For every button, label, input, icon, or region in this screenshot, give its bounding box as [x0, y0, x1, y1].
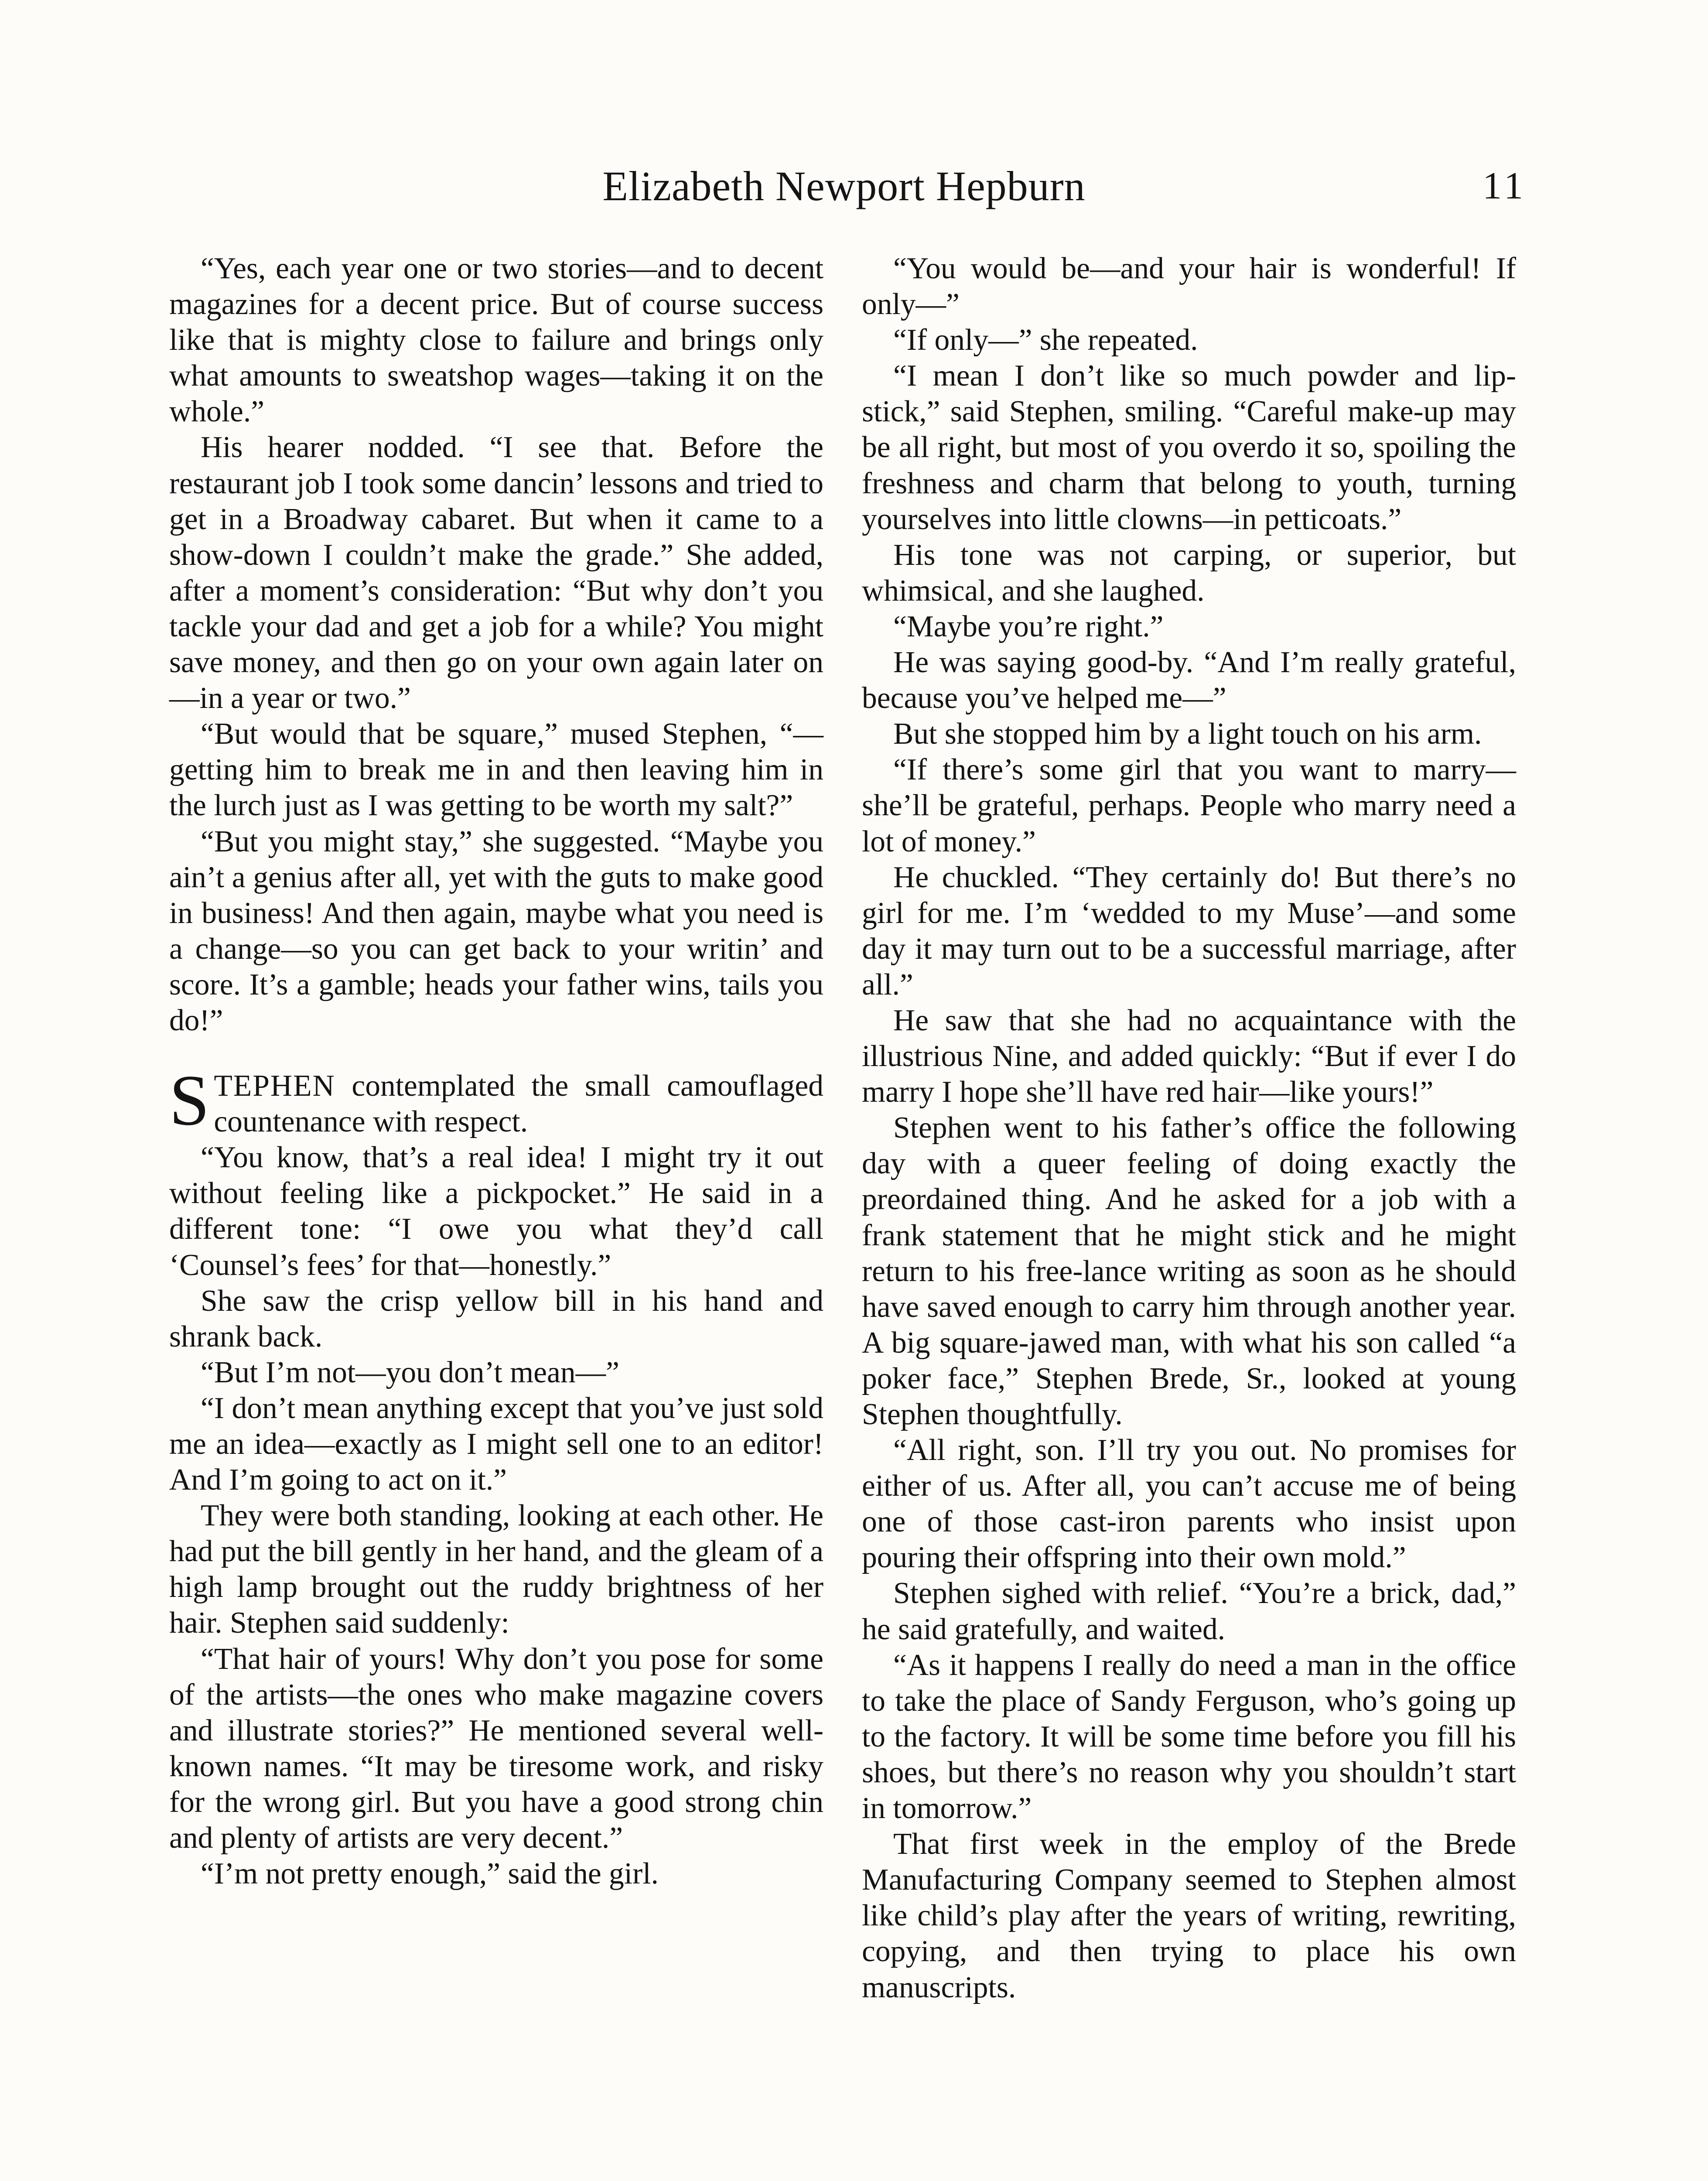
paragraph: That first week in the employ of the Brede Manufacturing Company seemed to Stephen almost like child’s play after the years of writing, rewriting, copying, and then trying to place his own manuscripts.	[862, 1827, 1516, 2004]
paragraph: “As it happens I really do need a man in the office to take the place of Sandy Ferguson, who’s going up to the factory. It will be some time before you fill his shoes, but there’s no reason why you shouldn’t start in tomorrow.”	[862, 1648, 1516, 1825]
page-header	[161, 162, 1527, 210]
drop-cap: S	[169, 1060, 210, 1141]
paragraph: “Yes, each year one or two stories—and to decent magazines for a decent price. But of course success like that is mighty close to failure and brings only what amounts to sweatshop wages—taking it on the whole.”	[169, 252, 823, 429]
paragraph: He was saying good-by. “And I’m really grateful, because you’ve helped me—”	[862, 646, 1516, 715]
right-column	[862, 251, 1516, 2006]
small-caps-word: TEPHEN	[214, 1069, 335, 1103]
section-opening-paragraph	[169, 1060, 823, 1141]
paragraph: “I mean I don’t like so much powder and lip-stick,” said Stephen, smiling. “Careful make-up may be all right, but most of you overdo it so, spoiling the freshness and charm that belong to youth, turning yourselves into little clowns—in petticoats.”	[862, 359, 1516, 536]
paragraph: Stephen went to his father’s office the following day with a queer feeling of doing exactly the preordained thing. And he asked for a job with a frank statement that he might stick and he might return to his free-lance writing as soon as he should have saved enough to carry him through another year. A big square-jawed man, with what his son called “a poker face,” Stephen Brede, Sr., looked at young Stephen thoughtfully.	[862, 1111, 1516, 1431]
paragraph: “But would that be square,” mused Stephen, “—getting him to break me in and then leaving him in the lurch just as I was getting to be worth my salt?”	[169, 717, 823, 823]
page-number: 11	[1483, 165, 1527, 207]
paragraph: “All right, son. I’ll try you out. No promises for either of us. After all, you can’t accuse me of being one of those cast-iron parents who insist upon pouring their offspring into their own mold.”	[862, 1433, 1516, 1575]
paragraph: “But I’m not—you don’t mean—”	[201, 1355, 619, 1389]
left-column	[169, 251, 823, 1892]
running-title: Elizabeth Newport Hepburn	[602, 163, 1086, 209]
paragraph: Stephen sighed with relief. “You’re a brick, dad,” he said gratefully, and waited.	[862, 1576, 1516, 1646]
paragraph: “You would be—and your hair is wonderful! If only—”	[862, 252, 1516, 321]
paragraph: “I don’t mean anything except that you’ve just sold me an idea—exactly as I might sell one to an editor! And I’m going to act on it.”	[169, 1391, 823, 1497]
paragraph: “You know, that’s a real idea! I might try it out without feeling like a pickpocket.” He said in a different tone: “I owe you what they’d call ‘Counsel’s fees’ for that—honestly.”	[169, 1141, 823, 1282]
section-opening-text: contemplated the small camouflaged countenance with respect.	[214, 1069, 823, 1139]
paragraph: “I’m not pretty enough,” said the girl.	[201, 1857, 659, 1891]
paragraph: “But you might stay,” she suggested. “Maybe you ain’t a genius after all, yet with the guts to make good in business! And then again, maybe what you need is a change—so you can get back to your writin’ and score. It’s a gamble; heads your father wins, tails you do!”	[169, 824, 823, 1037]
paragraph: She saw the crisp yellow bill in his hand and shrank back.	[169, 1284, 823, 1354]
paragraph: “If there’s some girl that you want to marry—she’ll be grateful, perhaps. People who marry need a lot of money.”	[862, 753, 1516, 858]
paragraph: He chuckled. “They certainly do! But there’s no girl for me. I’m ‘wedded to my Muse’—and some day it may turn out to be a successful marriage, after all.”	[862, 860, 1516, 1002]
paragraph: “That hair of yours! Why don’t you pose for some of the artists—the ones who make magazine covers and illustrate stories?” He mentioned several well-known names. “It may be tiresome work, and risky for the wrong girl. But you have a good strong chin and plenty of artists are very decent.”	[169, 1642, 823, 1855]
paragraph: His tone was not carping, or superior, but whimsical, and she laughed.	[862, 538, 1516, 608]
paragraph: They were both standing, looking at each other. He had put the bill gently in her hand, and the gleam of a high lamp brought out the ruddy brightness of her hair. Stephen said suddenly:	[169, 1499, 823, 1640]
paragraph: He saw that she had no acquaintance with the illustrious Nine, and added quickly: “But if ever I do marry I hope she’ll have red hair—like yours!”	[862, 1003, 1516, 1109]
paragraph: “If only—” she repeated.	[893, 323, 1198, 357]
paragraph: “Maybe you’re right.”	[893, 609, 1164, 643]
paragraph: But she stopped him by a light touch on his arm.	[893, 717, 1482, 751]
paragraph: His hearer nodded. “I see that. Before the restaurant job I took some dancin’ lessons and tried to get in a Broadway cabaret. But when it came to a show-down I couldn’t make the grade.” She added, after a moment’s consideration: “But why don’t you tackle your dad and get a job for a while? You might save money, and then go on your own again later on—in a year or two.”	[169, 431, 823, 715]
